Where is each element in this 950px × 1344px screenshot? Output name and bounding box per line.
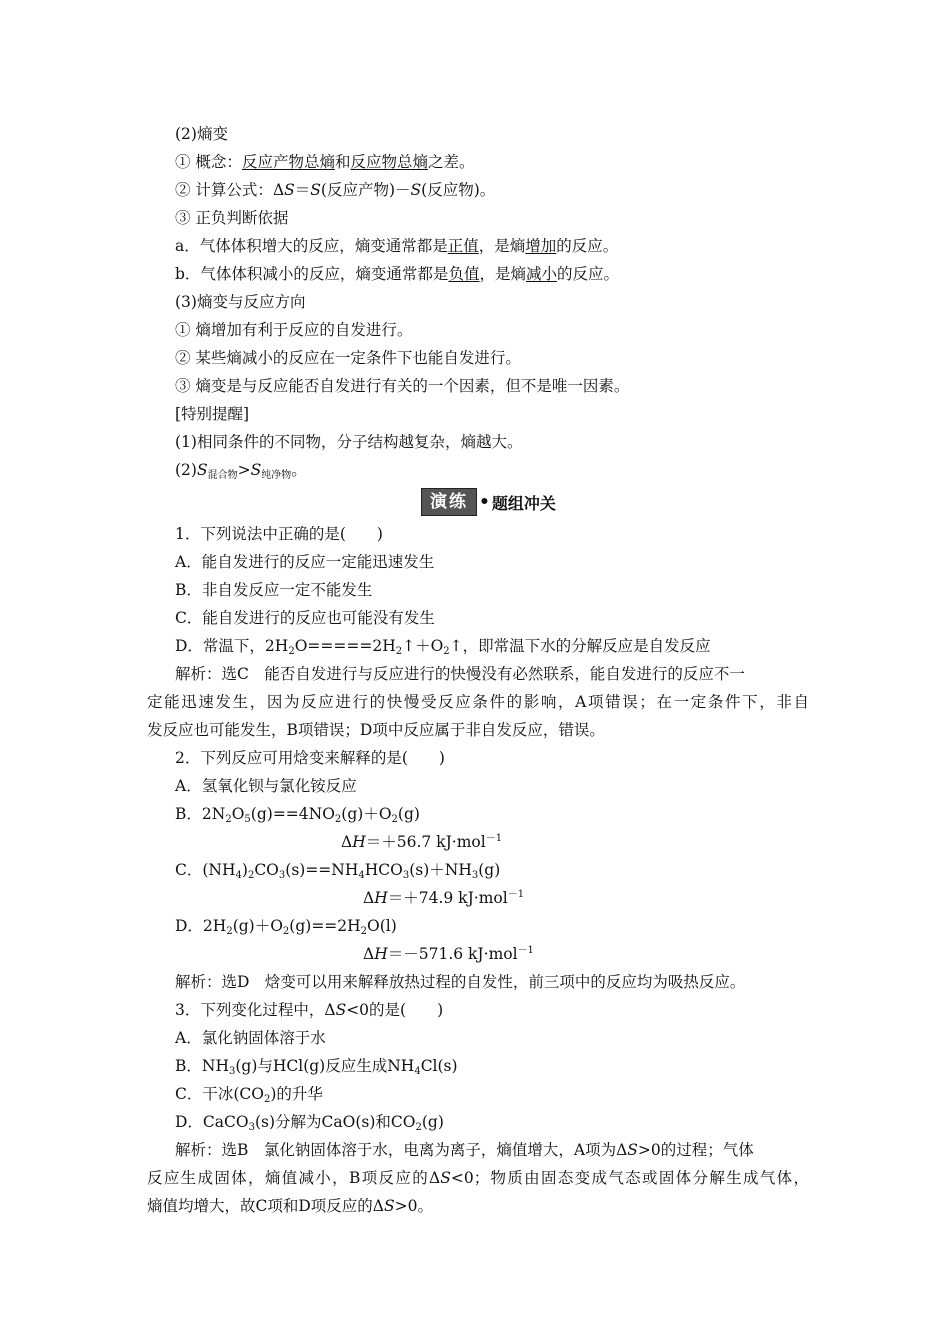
q1-option-d: D．常温下，$2H_2O=====2H_2↑+O_2↑$，即常温下水的分解反应是自发反应	[175, 637, 711, 657]
q2-option-a: A．氢氧化钡与氯化铵反应	[175, 777, 357, 795]
concept-line: ① 概念：反应产物总熵和反应物总熵之差。	[175, 153, 475, 171]
banner-dot: •	[479, 492, 490, 512]
q1-stem: 1．下列说法中正确的是( )	[175, 525, 383, 543]
q2-option-d: D．$2H_2(g)+O_2(g)==2H_2O(l)$	[175, 917, 397, 937]
q1-answer-line-3: 发反应也可能发生，B项错误；D项中反应属于非自发反应，错误。	[147, 721, 605, 739]
q1-answer-line-1: 解析：选C 能否自发进行与反应进行的快慢没有必然联系，能自发进行的反应不一	[175, 665, 745, 683]
practice-banner	[421, 489, 556, 515]
q1-answer-line-2: 定能迅速发生，因为反应进行的快慢受反应条件的影响，A项错误；在一定条件下，非自	[147, 693, 809, 711]
q3-answer-line-2: 反应生成固体，熵值减小，B项反应的ΔS<0；物质由固态变成气态或固体分解生成气体，	[147, 1169, 809, 1187]
q3-option-d: D．CaCO$_3$(s)分解为CaO(s)和$CO_2(g)$	[175, 1113, 444, 1133]
q3-stem: 3．下列变化过程中，ΔS<0的是( )	[175, 1001, 444, 1019]
q3-option-c: C．干冰$(CO_2)$的升华	[175, 1085, 323, 1105]
tip-point-1: (1)相同条件的不同物，分子结构越复杂，熵越大。	[175, 433, 523, 451]
q3-answer-line-1: 解析：选B 氯化钠固体溶于水，电离为离子，熵值增大，A项为ΔS>0的过程；气体	[175, 1141, 754, 1159]
q2-option-c: C．$(NH_4)_2CO_3(s)==NH_4HCO_3(s)+NH_3(g)$	[175, 861, 501, 881]
section-heading-entropy-change: (2)熵变	[175, 125, 228, 143]
section-heading-entropy-direction: (3)熵变与反应方向	[175, 293, 306, 311]
criteria-heading: ③ 正负判断依据	[175, 209, 289, 227]
practice-tag: 演练	[421, 488, 477, 516]
tip-heading: [特别提醒]	[175, 405, 250, 423]
q2-option-b-enthalpy: ΔH＝＋56.7 kJ·mol$^{-1}$	[341, 833, 503, 851]
q1-option-c: C．能自发进行的反应也可能没有发生	[175, 609, 435, 627]
q1-option-a: A．能自发进行的反应一定能迅速发生	[175, 553, 435, 571]
q3-answer-line-3: 熵值均增大，故C项和D项反应的ΔS>0。	[147, 1197, 433, 1215]
section3-point-3: ③ 熵变是与反应能否自发进行有关的一个因素，但不是唯一因素。	[175, 377, 630, 395]
criteria-a: a．气体体积增大的反应，熵变通常都是正值，是熵增加的反应。	[175, 237, 619, 255]
q3-option-a: A．氯化钠固体溶于水	[175, 1029, 326, 1047]
banner-title: 题组冲关	[491, 493, 556, 513]
section3-point-2: ② 某些熵减小的反应在一定条件下也能自发进行。	[175, 349, 521, 367]
q3-option-b: B．$NH_3(g)$与HCl(g)反应生成$NH_4Cl(s)$	[175, 1057, 458, 1077]
q2-option-d-enthalpy: ΔH＝－571.6 kJ·mol$^{-1}$	[363, 945, 534, 963]
q2-option-b: B．$2N_2O_5(g)==4NO_2(g)+O_2(g)$	[175, 805, 420, 825]
q2-answer: 解析：选D 焓变可以用来解释放热过程的自发性，前三项中的反应均为吸热反应。	[175, 973, 746, 991]
q2-option-c-enthalpy: ΔH＝＋74.9 kJ·mol$^{-1}$	[363, 889, 525, 907]
formula-line: ② 计算公式：ΔS＝S(反应产物)－S(反应物)。	[175, 181, 496, 199]
q1-option-b: B．非自发反应一定不能发生	[175, 581, 373, 599]
criteria-b: b．气体体积减小的反应，熵变通常都是负值，是熵减小的反应。	[175, 265, 619, 283]
q2-stem: 2．下列反应可用焓变来解释的是( )	[175, 749, 445, 767]
tip-point-2: $(2)S_{混合物}>S_{纯净物}$。	[175, 461, 307, 481]
section3-point-1: ① 熵增加有利于反应的自发进行。	[175, 321, 413, 339]
